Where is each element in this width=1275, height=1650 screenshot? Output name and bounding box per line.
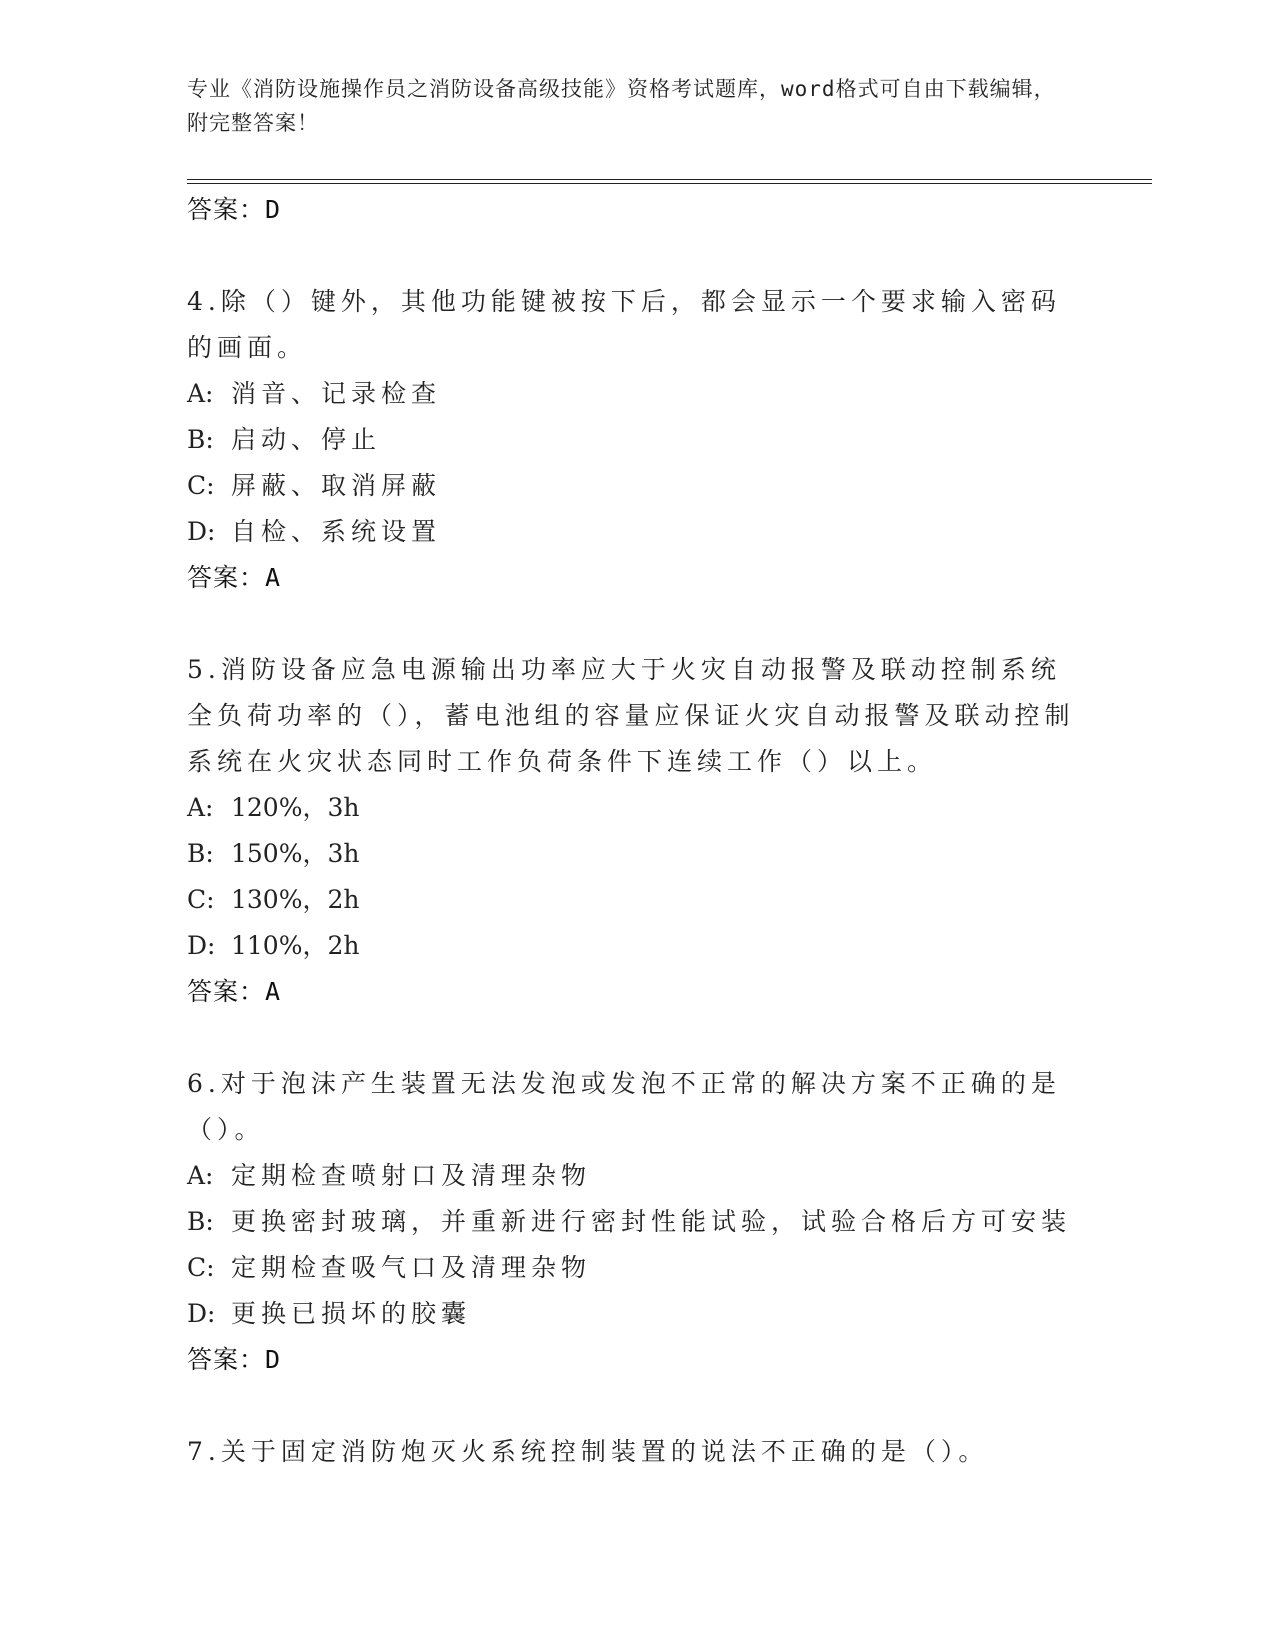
option-b bbox=[187, 417, 1087, 463]
option-b bbox=[187, 1199, 1087, 1245]
option-text: 启动、停止 bbox=[231, 425, 382, 454]
option-text: 自检、系统设置 bbox=[231, 517, 442, 546]
option-key: A: bbox=[187, 379, 214, 408]
option-key: D: bbox=[187, 517, 216, 546]
answer-line: 答案：A bbox=[187, 563, 282, 592]
option-text: 150%，3h bbox=[231, 839, 360, 868]
question-text: 7.关于固定消防炮灭火系统控制装置的说法不正确的是（）。 bbox=[187, 1437, 989, 1466]
option-key: A: bbox=[187, 793, 214, 822]
option-key: B: bbox=[187, 425, 214, 454]
option-c bbox=[187, 463, 1087, 509]
question-text: 5.消防设备应急电源输出功率应大于火灾自动报警及联动控制系统全负荷功率的（），蓄电池组的容量应保证火灾自动报警及联动控制系统在火灾状态同时工作负荷条件下连续工作（）以上。 bbox=[187, 655, 1075, 776]
header-divider-bottom bbox=[187, 183, 1152, 184]
option-text: 定期检查吸气口及清理杂物 bbox=[231, 1253, 592, 1282]
option-text: 130%，2h bbox=[231, 885, 360, 914]
option-key: A: bbox=[187, 1161, 214, 1190]
option-key: B: bbox=[187, 1207, 214, 1236]
option-key: B: bbox=[187, 839, 214, 868]
option-a bbox=[187, 1153, 1087, 1199]
option-d bbox=[187, 923, 1087, 969]
document-header: 专业《消防设施操作员之消防设备高级技能》资格考试题库，word格式可自由下载编辑，附完整答案！ bbox=[187, 77, 1056, 135]
question-text: 6.对于泡沫产生装置无法发泡或发泡不正常的解决方案不正确的是（）。 bbox=[187, 1069, 1061, 1144]
question-4 bbox=[187, 279, 1087, 601]
option-text: 更换已损坏的胶囊 bbox=[231, 1299, 472, 1328]
option-c bbox=[187, 877, 1087, 923]
answer-line: 答案：D bbox=[187, 195, 282, 224]
option-key: D: bbox=[187, 931, 216, 960]
option-a bbox=[187, 785, 1087, 831]
option-text: 屏蔽、取消屏蔽 bbox=[231, 471, 442, 500]
header-divider-top bbox=[187, 179, 1152, 180]
answer-line: 答案：D bbox=[187, 1345, 282, 1374]
option-key: C: bbox=[187, 885, 215, 914]
question-7 bbox=[187, 1429, 1087, 1475]
option-text: 120%，3h bbox=[231, 793, 360, 822]
option-key: C: bbox=[187, 1253, 215, 1282]
question-6 bbox=[187, 1061, 1087, 1383]
option-text: 更换密封玻璃，并重新进行密封性能试验，试验合格后方可安装 bbox=[231, 1207, 1072, 1236]
option-b bbox=[187, 831, 1087, 877]
option-text: 110%，2h bbox=[231, 931, 360, 960]
option-a bbox=[187, 371, 1087, 417]
option-d bbox=[187, 509, 1087, 555]
option-d bbox=[187, 1291, 1087, 1337]
option-key: C: bbox=[187, 471, 215, 500]
option-text: 定期检查喷射口及清理杂物 bbox=[231, 1161, 592, 1190]
option-c bbox=[187, 1245, 1087, 1291]
answer-line: 答案：A bbox=[187, 977, 282, 1006]
question-5 bbox=[187, 647, 1087, 1015]
option-text: 消音、记录检查 bbox=[231, 379, 442, 408]
question-list bbox=[187, 187, 1087, 1475]
option-key: D: bbox=[187, 1299, 216, 1328]
question-text: 4.除（）键外，其他功能键被按下后，都会显示一个要求输入密码的画面。 bbox=[187, 287, 1061, 362]
